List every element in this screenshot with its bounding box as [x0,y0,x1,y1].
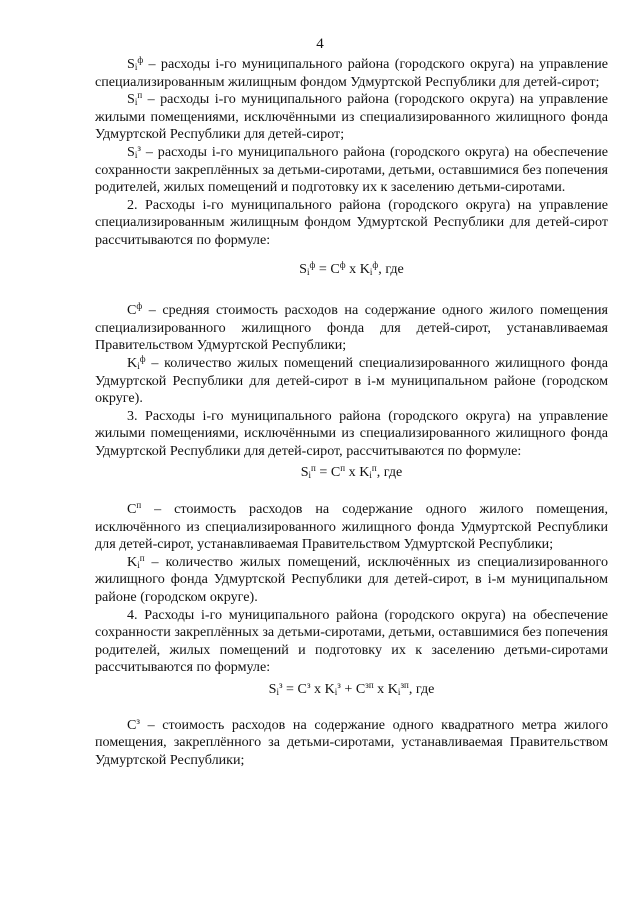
clause-3: 3. Расходы i-го муниципального района (городского округа) на управление жилыми помещениями, исключёнными из специализированного жилищного фонда Удмуртской Республики для детей-сирот, рассчитываются по формуле: [95,407,608,459]
document-body [95,56,608,769]
definition-s-f: $S_i^ф$ – расходы i-го муниципального района (городского округа) на управление специализированным жилищным фондом Удмуртской Республики для детей-сирот; [95,55,608,90]
definition-s-p: $S_i^п$ – расходы i-го муниципального района (городского округа) на управление жилыми помещениями, исключёнными из специализированного жилищного фонда Удмуртской Республики для детей-сирот; [95,90,608,143]
symbol-s-i-p: $S_i^п$ [127,90,143,108]
formula-3: $S_i^з = C^з$ x $K_i^з + C^{зп}$ x $K_i^{зп}$, где [268,680,435,697]
formula-1: $S_i^ф = C^ф$ x $K_i^ф$, где [299,259,404,277]
definition-k-f: $K_i^ф$ – количество жилых помещений специализированного жилищного фонда Удмуртской Республики для детей-сирот в i-м муниципальном районе (городском округе). [95,353,608,407]
page-number: 4 [316,36,324,52]
symbol-c-z: $C^з$ [127,715,140,733]
symbol-c-p: $C^п$ [127,500,142,518]
definition-c-z: $C^з$ – стоимость расходов на содержание одного квадратного метра жилого помещения, закреплённого за детьми-сиротами, устанавливаемая Правительством Удмуртской Республики; [95,715,608,768]
formula-2: $S_i^п = C^п$ x $K_i^п$, где [300,463,403,481]
definition-c-p: $C^п$ – стоимость расходов на содержание одного жилого помещения, исключённого из специализированного жилищного фонда Удмуртской Республики для детей-сирот, устанавливаемая Правительством Удмуртской Республики; [95,500,608,553]
symbol-s-i-f: $S_i^ф$ [127,55,144,72]
clause-2: 2. Расходы i-го муниципального района (городского округа) на управление специализированным жилищным фондом Удмуртской Республики для детей-сирот рассчитываются по формуле: [95,196,608,248]
symbol-s-i-z: $S_i^з$ [127,142,141,160]
clause-4: 4. Расходы i-го муниципального района (городского округа) на обеспечение сохранности закреплённых за детьми-сиротами, детьми, оставшимися без попечения родителей, жилых помещений и подготовку их к заселению детьми-сиротами рассчитываются по формуле: [95,606,608,676]
definition-c-f: $C^ф$ – средняя стоимость расходов на содержание одного жилого помещения специализированного жилищного фонда для детей-сирот, устанавливаемая Правительством Удмуртской Республики; [95,301,608,354]
symbol-k-i-f: $K_i^ф$ [127,353,146,371]
definition-k-p: $K_i^п$ – количество жилых помещений, исключённых из специализированного жилищного фонда Удмуртской Республики для детей-сирот, в i-м муниципальном районе (городском округе). [95,552,608,606]
symbol-k-i-p: $K_i^п$ [127,552,145,570]
definition-s-z: $S_i^з$ – расходы i-го муниципального района (городского округа) на обеспечение сохранности закреплённых за детьми-сиротами, детьми, оставшимися без попечения родителей, жилых помещений и подготовку их к заселению детьми-сиротами. [95,142,608,196]
symbol-c-f: $C^ф$ [127,301,143,319]
